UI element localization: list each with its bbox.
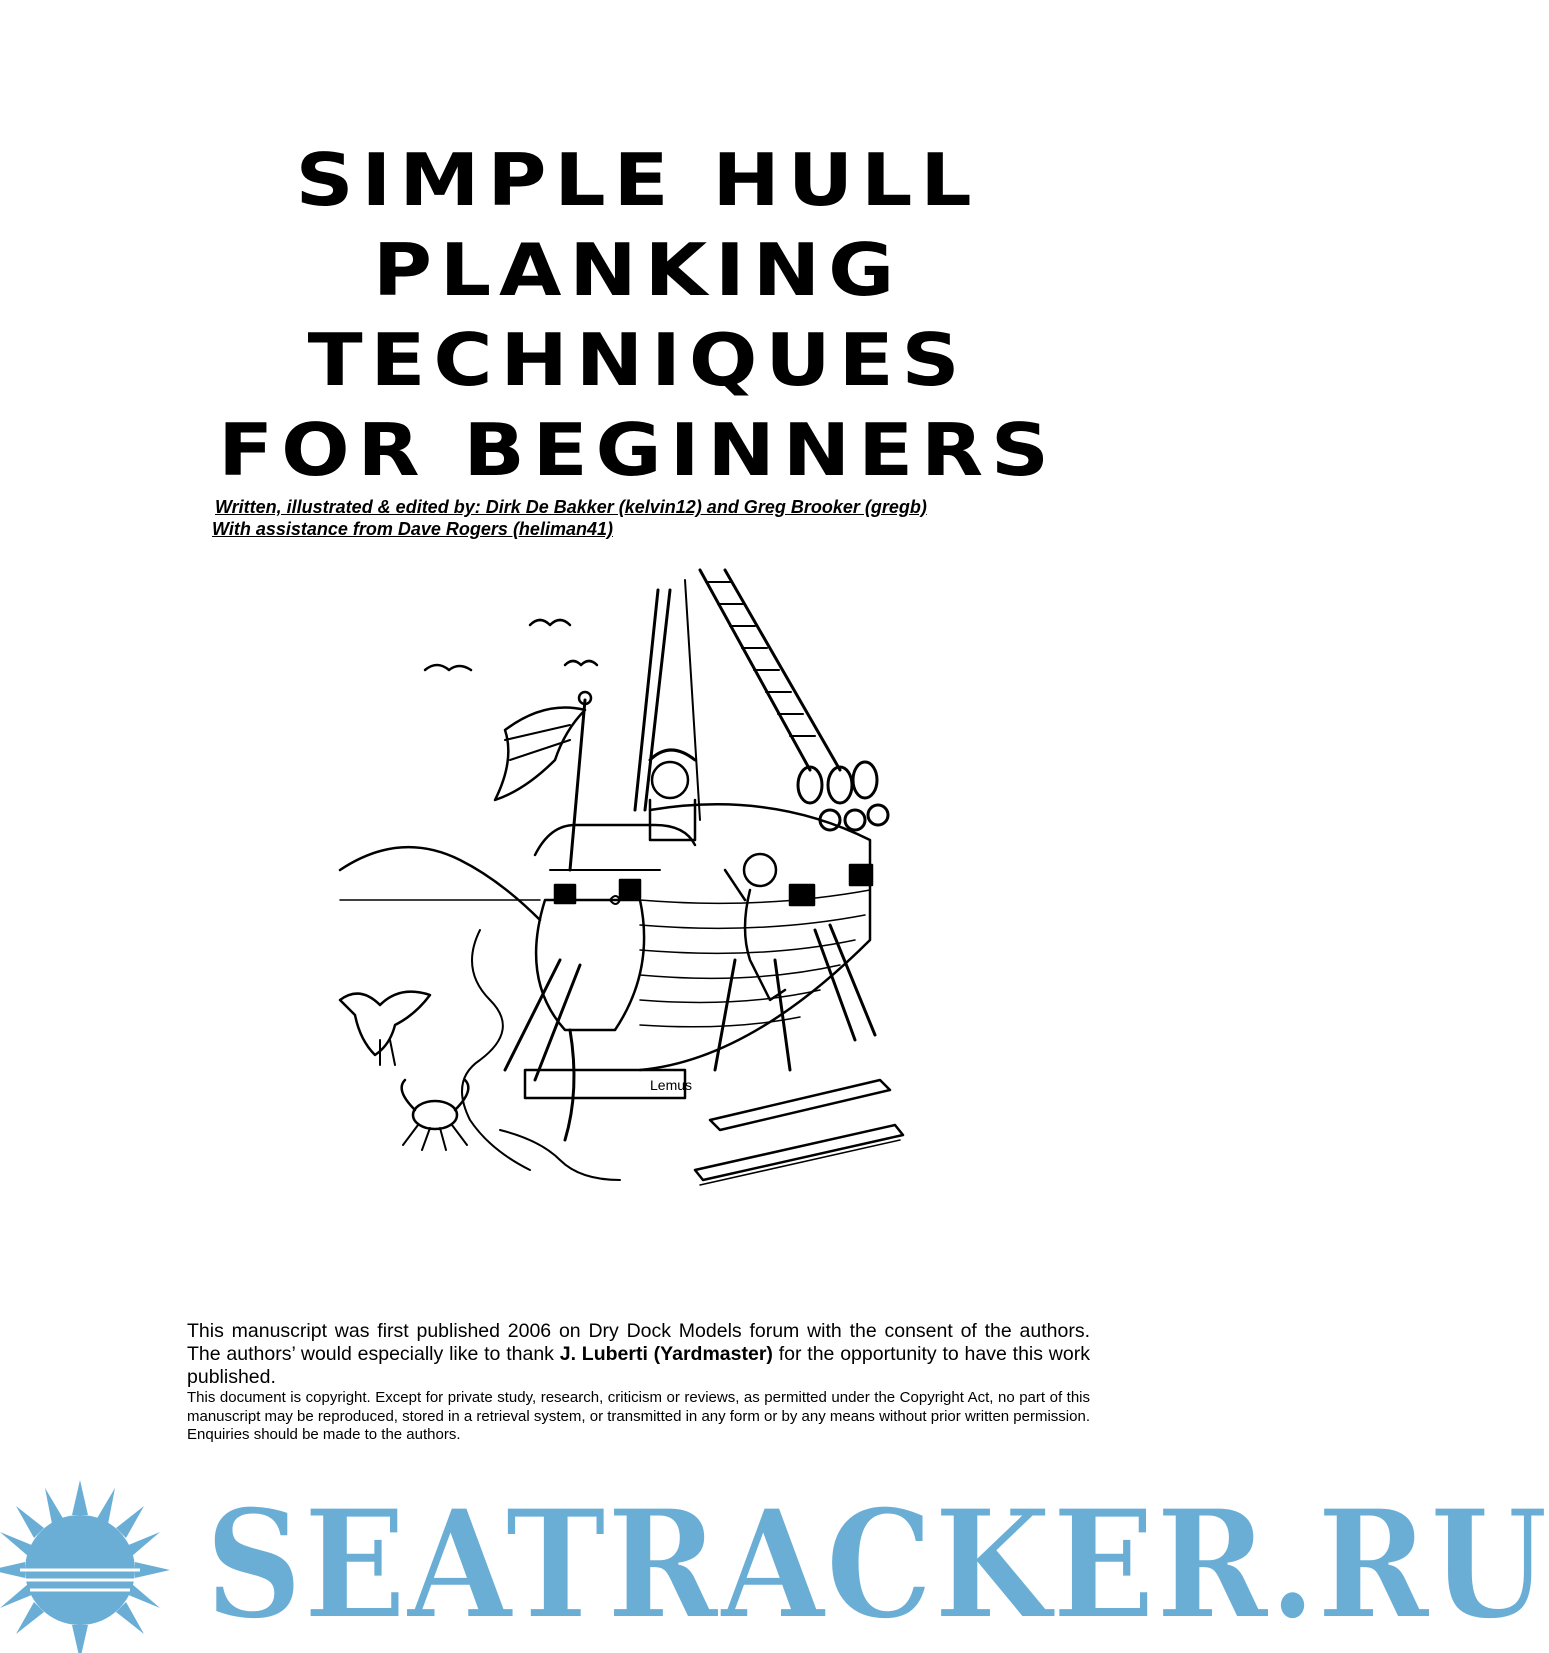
title-line-3: TECHNIQUES — [307, 318, 968, 402]
title-line-1: SIMPLE HULL — [295, 138, 980, 222]
thanks-name: J. Luberti (Yardmaster) — [559, 1343, 773, 1365]
credits-assistance: With assistance from Dave Rogers (heliman41) — [212, 519, 613, 539]
title-line-2: PLANKING — [372, 228, 903, 312]
credits — [212, 496, 927, 540]
sign-text: Lemus — [650, 1077, 693, 1093]
document-title — [0, 135, 1352, 495]
copyright-notice: This document is copyright. Except for private study, research, criticism or reviews, as permitted under the Copyright Act, no part of this manuscript may be reproduced, stored in a retrieval system, or transmitted in any form or by any means without prior written permission. Enquiries should be made to the authors. — [187, 1389, 1090, 1443]
publication-text-after: for the opportunity to have this work published. — [187, 1343, 1090, 1388]
credits-authors: Written, illustrated & edited by: Dirk De Bakker (kelvin12) and Greg Brooker (gregb) — [215, 497, 927, 517]
publication-text-before: This manuscript was first published 2006 on Dry Dock Models forum with the consent of the authors. The authors’ would especially like to thank — [187, 1320, 1090, 1365]
publication-note — [187, 1320, 1090, 1389]
watermark-text: SEATRACKER.RU — [205, 1477, 1549, 1653]
ship-in-drydock-cartoon-icon — [340, 570, 940, 1280]
title-line-4: FOR BEGINNERS — [218, 408, 1057, 492]
